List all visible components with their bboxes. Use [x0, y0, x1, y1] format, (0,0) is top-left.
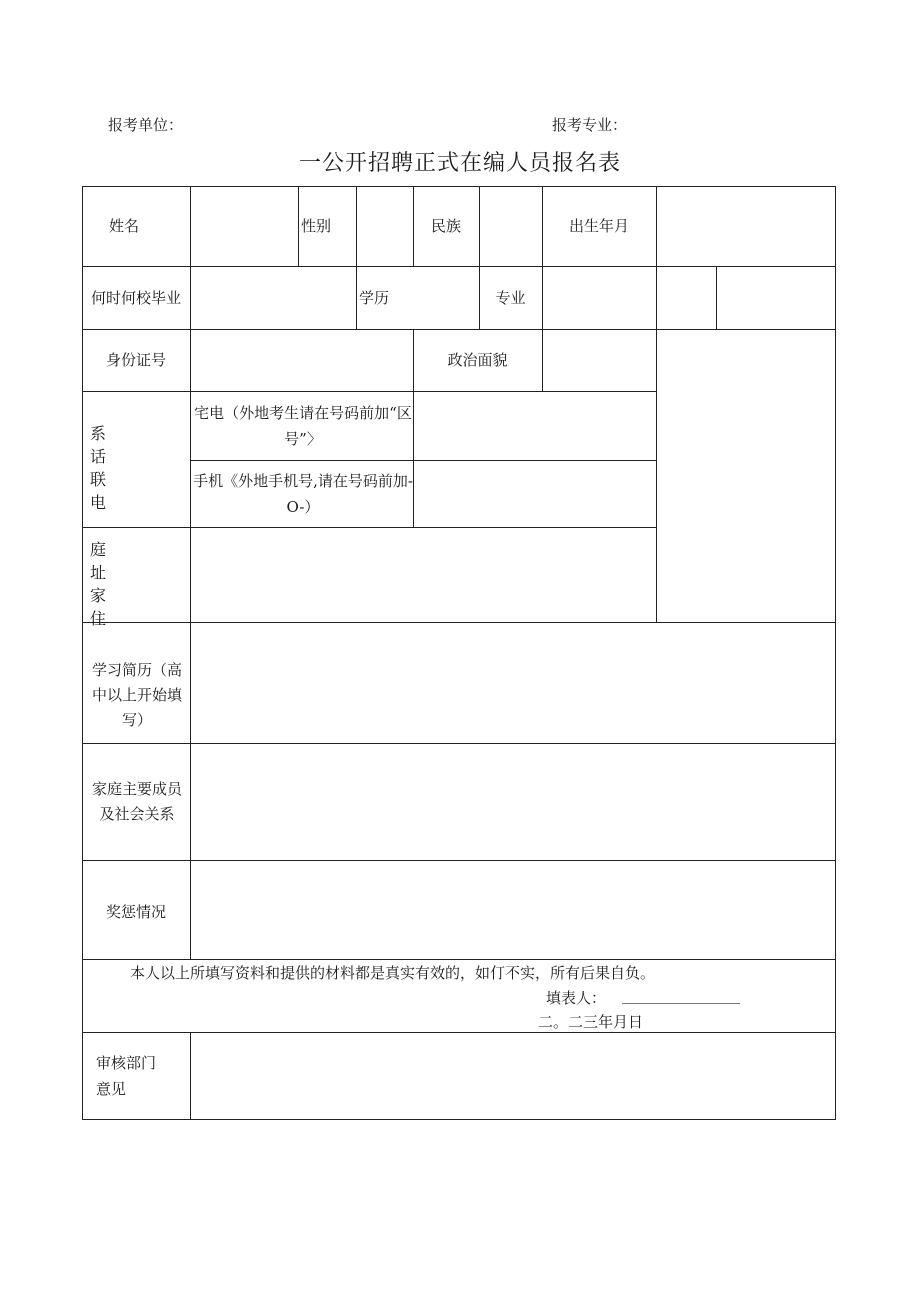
id-number-label: 身份证号 — [105, 351, 166, 369]
political-status-field[interactable] — [543, 330, 656, 391]
mobile-phone-field[interactable] — [414, 461, 656, 527]
study-history-field[interactable] — [191, 623, 835, 743]
family-members-label: 家庭主要成员及社会关系 — [91, 779, 182, 823]
education-label: 学历 — [358, 288, 389, 307]
form-border-bottom — [82, 1119, 836, 1120]
study-history-label: 学习简历（高中以上开始填写） — [91, 661, 182, 729]
grid-line — [82, 959, 836, 960]
report-unit-label: 报考单位： — [108, 116, 184, 134]
gender-field[interactable] — [357, 187, 413, 266]
political-status-label: 政治面貌 — [447, 351, 508, 369]
name-label: 姓名 — [108, 217, 139, 235]
major-field[interactable] — [543, 267, 656, 329]
education-field[interactable] — [414, 267, 479, 329]
review-opinion-field[interactable] — [191, 1033, 835, 1119]
review-opinion-label: 审核部门意见 — [96, 1054, 157, 1098]
graduation-field[interactable] — [191, 267, 356, 329]
name-field[interactable] — [191, 187, 298, 266]
contact-phone-label: 系话联电 — [90, 424, 107, 512]
declaration-text: 本人以上所填写资料和提供的材料都是真实有效的，如仃不实，所有后果自负。 — [130, 964, 656, 982]
birth-date-field[interactable] — [657, 187, 835, 266]
report-major-label: 报考专业： — [552, 116, 628, 134]
graduation-label: 何时何校毕业 — [90, 288, 181, 307]
page-title: 一公开招聘正式在编人员报名表 — [298, 151, 621, 176]
gender-label: 性别 — [300, 217, 331, 235]
photo-area[interactable] — [657, 330, 835, 622]
registration-form — [82, 186, 836, 1120]
family-members-field[interactable] — [191, 744, 835, 860]
birth-date-label: 出生年月 — [568, 217, 629, 235]
mobile-phone-label: 手机《外地手机号,请在号码前加-O-） — [193, 471, 413, 516]
date-text: 二。二三年月日 — [538, 1013, 644, 1031]
awards-label: 奖惩情况 — [105, 903, 166, 921]
id-number-field[interactable] — [191, 330, 413, 391]
home-address-field[interactable] — [191, 528, 656, 622]
form-border-right — [835, 186, 836, 1120]
grid-line — [716, 266, 717, 329]
home-address-label: 庭址家住 — [90, 540, 107, 628]
home-phone-field[interactable] — [414, 392, 656, 460]
filler-label: 填表人： — [546, 989, 607, 1007]
ethnicity-label: 民族 — [430, 217, 461, 235]
ethnicity-field[interactable] — [480, 187, 542, 266]
awards-field[interactable] — [191, 861, 835, 959]
home-phone-label: 宅电（外地考生请在号码前加“区号”〉 — [194, 403, 412, 448]
major-label: 专业 — [495, 288, 526, 307]
signature-line[interactable] — [622, 1003, 740, 1004]
